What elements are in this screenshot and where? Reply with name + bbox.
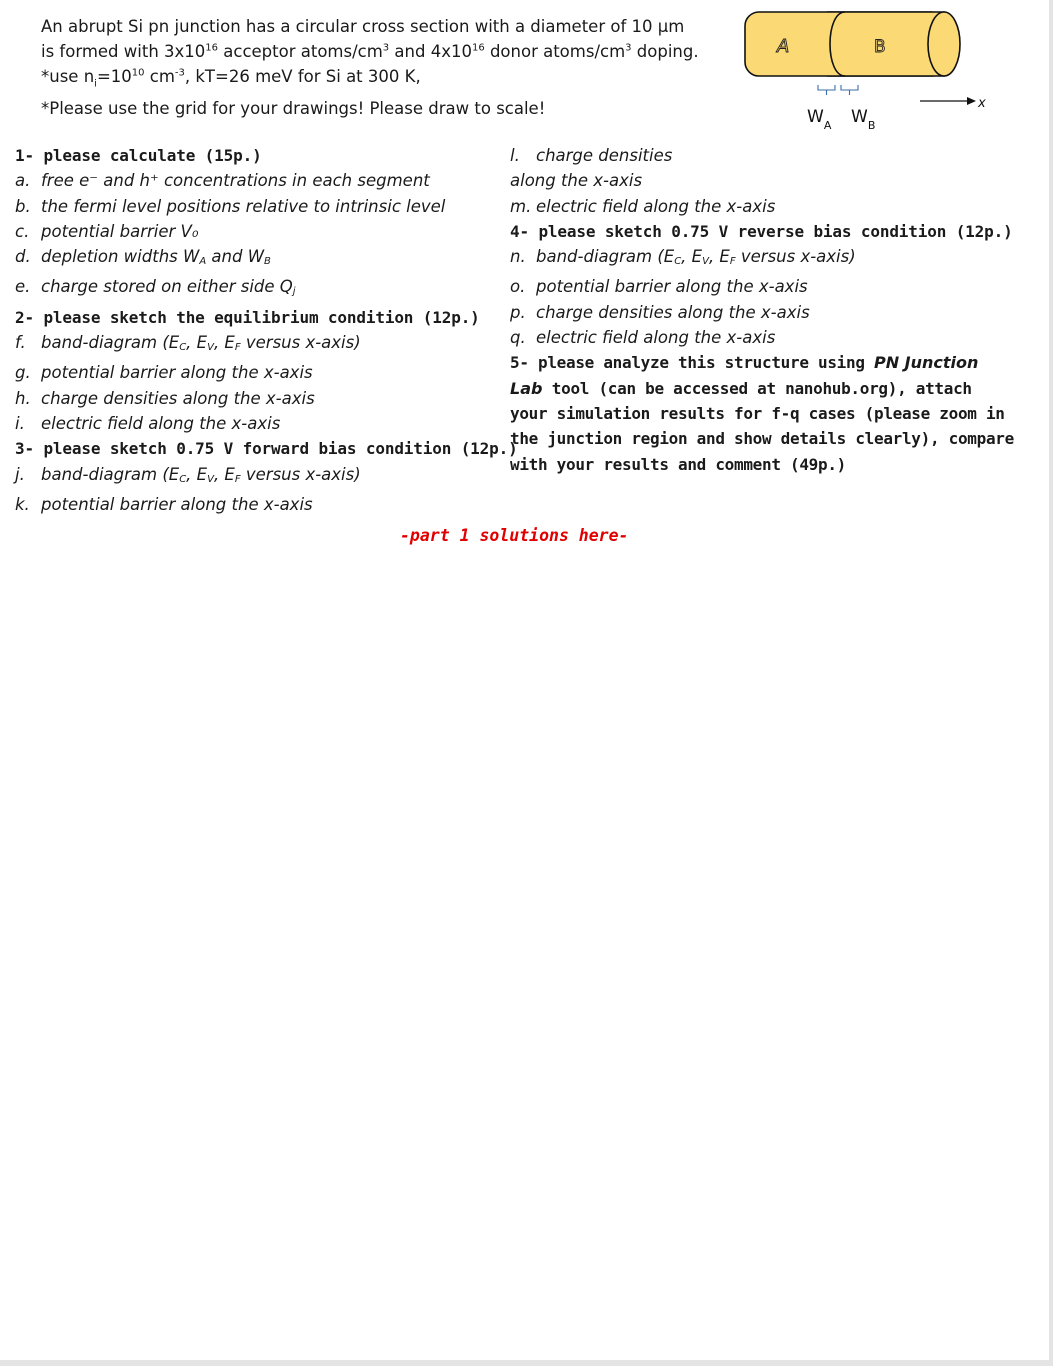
item-i: i. electric field along the x-axis xyxy=(15,413,281,433)
item-c: c. potential barrier V₀ xyxy=(15,221,199,241)
item-e: e. charge stored on either side $Q_j$ xyxy=(15,277,296,298)
q3-heading: 3- please sketch 0.75 V forward bias condition (12p.) xyxy=(15,439,518,459)
questions-left-column xyxy=(15,143,518,517)
item-d: d. depletion widths $W_A$ and $W_B$ xyxy=(15,247,271,268)
intro-line-3: *use $n_i=10^{10}$ $cm^{-3}$, kT=26 meV for Si at 300 K, xyxy=(41,67,421,90)
item-j: j. band-diagram ($E_C$, $E_V$, $E_F$ versus x-axis) xyxy=(15,464,361,485)
q5-line-4: the junction region and show details clearly), compare xyxy=(510,429,1014,449)
item-g: g. potential barrier along the x-axis xyxy=(15,363,313,383)
q1-heading: 1- please calculate (15p.) xyxy=(15,146,262,165)
end-cap xyxy=(928,12,960,76)
item-b: b. the fermi level positions relative to intrinsic level xyxy=(15,196,446,216)
q4-heading: 4- please sketch 0.75 V reverse bias condition (12p.) xyxy=(510,221,1013,241)
q2-heading: 2- please sketch the equilibrium condition (12p.) xyxy=(15,307,480,327)
q5-line-5: with your results and comment (49p.) xyxy=(510,454,846,474)
intro-line-4: *Please use the grid for your drawings! Please draw to scale! xyxy=(41,99,546,119)
item-f: f. band-diagram ($E_C$, $E_V$, $E_F$ versus x-axis) xyxy=(15,333,361,354)
segment-b-label: B xyxy=(874,37,886,57)
x-axis-label: x xyxy=(978,96,986,111)
q5-line-3: your simulation results for f-q cases (please zoom in xyxy=(510,403,1005,423)
bracket-wb xyxy=(841,85,858,95)
item-k: k. potential barrier along the x-axis xyxy=(15,494,313,514)
solutions-label: -part 1 solutions here- xyxy=(400,526,629,545)
item-m: m. electric field along the x-axis xyxy=(510,196,776,216)
q5-line-2: Lab tool (can be accessed at nanohub.org), attach xyxy=(510,378,972,398)
wb-label: $W_B$ xyxy=(851,107,876,132)
item-o: o. potential barrier along the x-axis xyxy=(510,277,808,297)
item-l: l. charge densities xyxy=(510,146,673,165)
item-l-continued: along the x-axis xyxy=(510,171,643,191)
wa-label: $W_A$ xyxy=(807,107,832,132)
item-p: p. charge densities along the x-axis xyxy=(510,302,810,322)
problem-statement xyxy=(41,14,721,121)
item-h: h. charge densities along the x-axis xyxy=(15,388,315,408)
intro-line-1: An abrupt Si pn junction has a circular cross section with a diameter of 10 μm xyxy=(41,17,685,36)
bracket-wa xyxy=(818,85,835,95)
item-q: q. electric field along the x-axis xyxy=(510,328,776,348)
item-a: a. free e⁻ and h⁺ concentrations in each segment xyxy=(15,171,430,191)
intro-line-2: is formed with $3x10^{16}$ acceptor atoms/$cm^3$ and $4x10^{16}$ donor atoms/$cm^3$ doping. xyxy=(41,42,699,61)
pn-junction-diagram xyxy=(727,6,992,138)
segment-a-label: A xyxy=(777,36,790,57)
q5-line-1: 5- please analyze this structure using PN Junction xyxy=(510,353,979,373)
item-n: n. band-diagram ($E_C$, $E_V$, $E_F$ versus x-axis) xyxy=(510,247,856,268)
questions-right-column xyxy=(510,143,1014,477)
